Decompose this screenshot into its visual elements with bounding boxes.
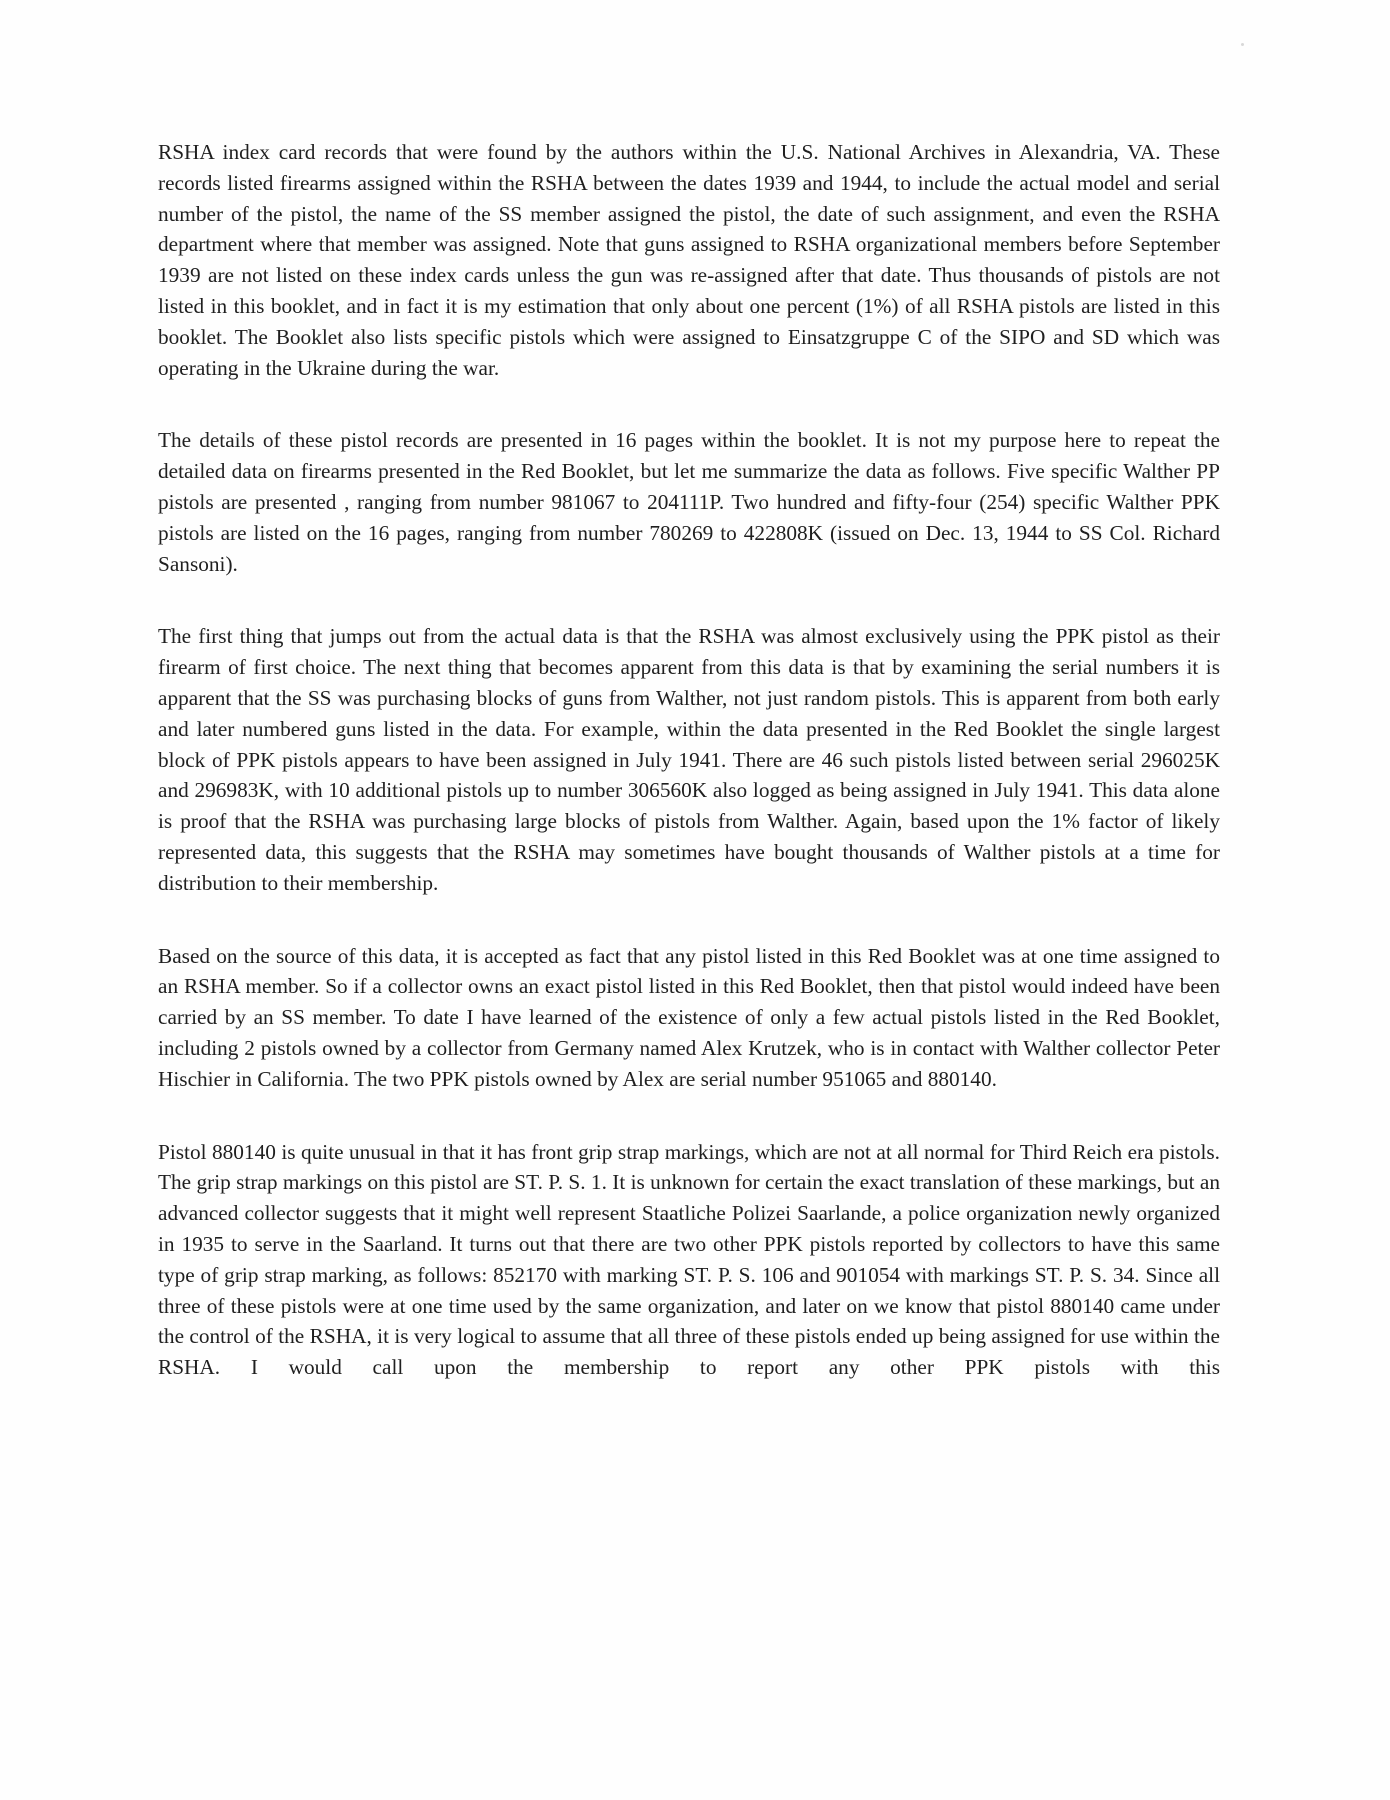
paragraph-known-pistols: Based on the source of this data, it is accepted as fact that any pistol listed in this Red Booklet was at one time assigned to an RSHA member. So if a collector owns an exact pistol listed in this Red Booklet, then that pistol would indeed have been carried by an SS member. To date I have learned of the existence of only a few actual pistols listed in the Red Booklet, including 2 pistols owned by a collector from Germany named Alex Krutzek, who is in contact with Walther collector Peter Hischier in California. The two PPK pistols owned by Alex are serial number 951065 and 880140. [158, 943, 1220, 1091]
paragraph-archive-records: RSHA index card records that were found by the authors within the U.S. National Archives in Alexandria, VA. These records listed firearms assigned within the RSHA between the dates 1939 and 1944, to include the actual model and serial number of the pistol, the name of the SS member assigned the pistol, the date of such assignment, and even the RSHA department where that member was assigned. Note that guns assigned to RSHA organizational members before September 1939 are not listed on these index cards unless the gun was re-assigned after that date. Thus thousands of pistols are not listed in this booklet, and in fact it is my estimation that only about one percent (1%) of all RSHA pistols are listed in this booklet. The Booklet also lists specific pistols which were assigned to Einsatzgruppe C of the SIPO and SD which was operating in the Ukraine during the war. [158, 140, 1220, 380]
paragraph-grip-strap-markings: Pistol 880140 is quite unusual in that it has front grip strap markings, which are not at all normal for Third Reich era pistols. The grip strap markings on this pistol are ST. P. S. 1. It is unknown for certain the exact translation of these markings, but an advanced collector suggests that it might well represent Staatliche Polizei Saarlande, a police organization newly organized in 1935 to serve in the Saarland. It turns out that there are two other PPK pistols reported by collectors to have this same type of grip strap marking, as follows: 852170 with marking ST. P. S. 106 and 901054 with markings ST. P. S. 34. Since all three of these pistols were at one time used by the same organization, and later on we know that pistol 880140 came under the control of the RSHA, it is very logical to assume that all three of these pistols ended up being assigned for use within the RSHA. I would call upon the membership to report any other PPK pistols with this [158, 1139, 1220, 1380]
paragraph-ppk-block-purchases: The first thing that jumps out from the actual data is that the RSHA was almost exclusively using the PPK pistol as their firearm of first choice. The next thing that becomes apparent from this data is that by examining the serial numbers it is apparent that the SS was purchasing blocks of guns from Walther, not just random pistols. This is apparent from both early and later numbered guns listed in the data. For example, within the data presented in the Red Booklet the single largest block of PPK pistols appears to have been assigned in July 1941. There are 46 such pistols listed between serial 296025K and 296983K, with 10 additional pistols up to number 306560K also logged as being assigned in July 1941. This data alone is proof that the RSHA was purchasing large blocks of pistols from Walther. Again, based upon the 1% factor of likely represented data, this suggests that the RSHA may sometimes have bought thousands of Walther pistols at a time for distribution to their membership. [158, 624, 1220, 895]
paragraph-pistol-records-summary: The details of these pistol records are presented in 16 pages within the booklet. It is not my purpose here to repeat the detailed data on firearms presented in the Red Booklet, but let me summarize the data as follows. Five specific Walther PP pistols are presented , ranging from number 981067 to 204111P. Two hundred and fifty-four (254) specific Walther PPK pistols are listed on the 16 pages, ranging from number 780269 to 422808K (issued on Dec. 13, 1944 to SS Col. Richard Sansoni). [158, 428, 1220, 576]
scan-artifact [1241, 43, 1244, 46]
document-body [158, 137, 1220, 1383]
